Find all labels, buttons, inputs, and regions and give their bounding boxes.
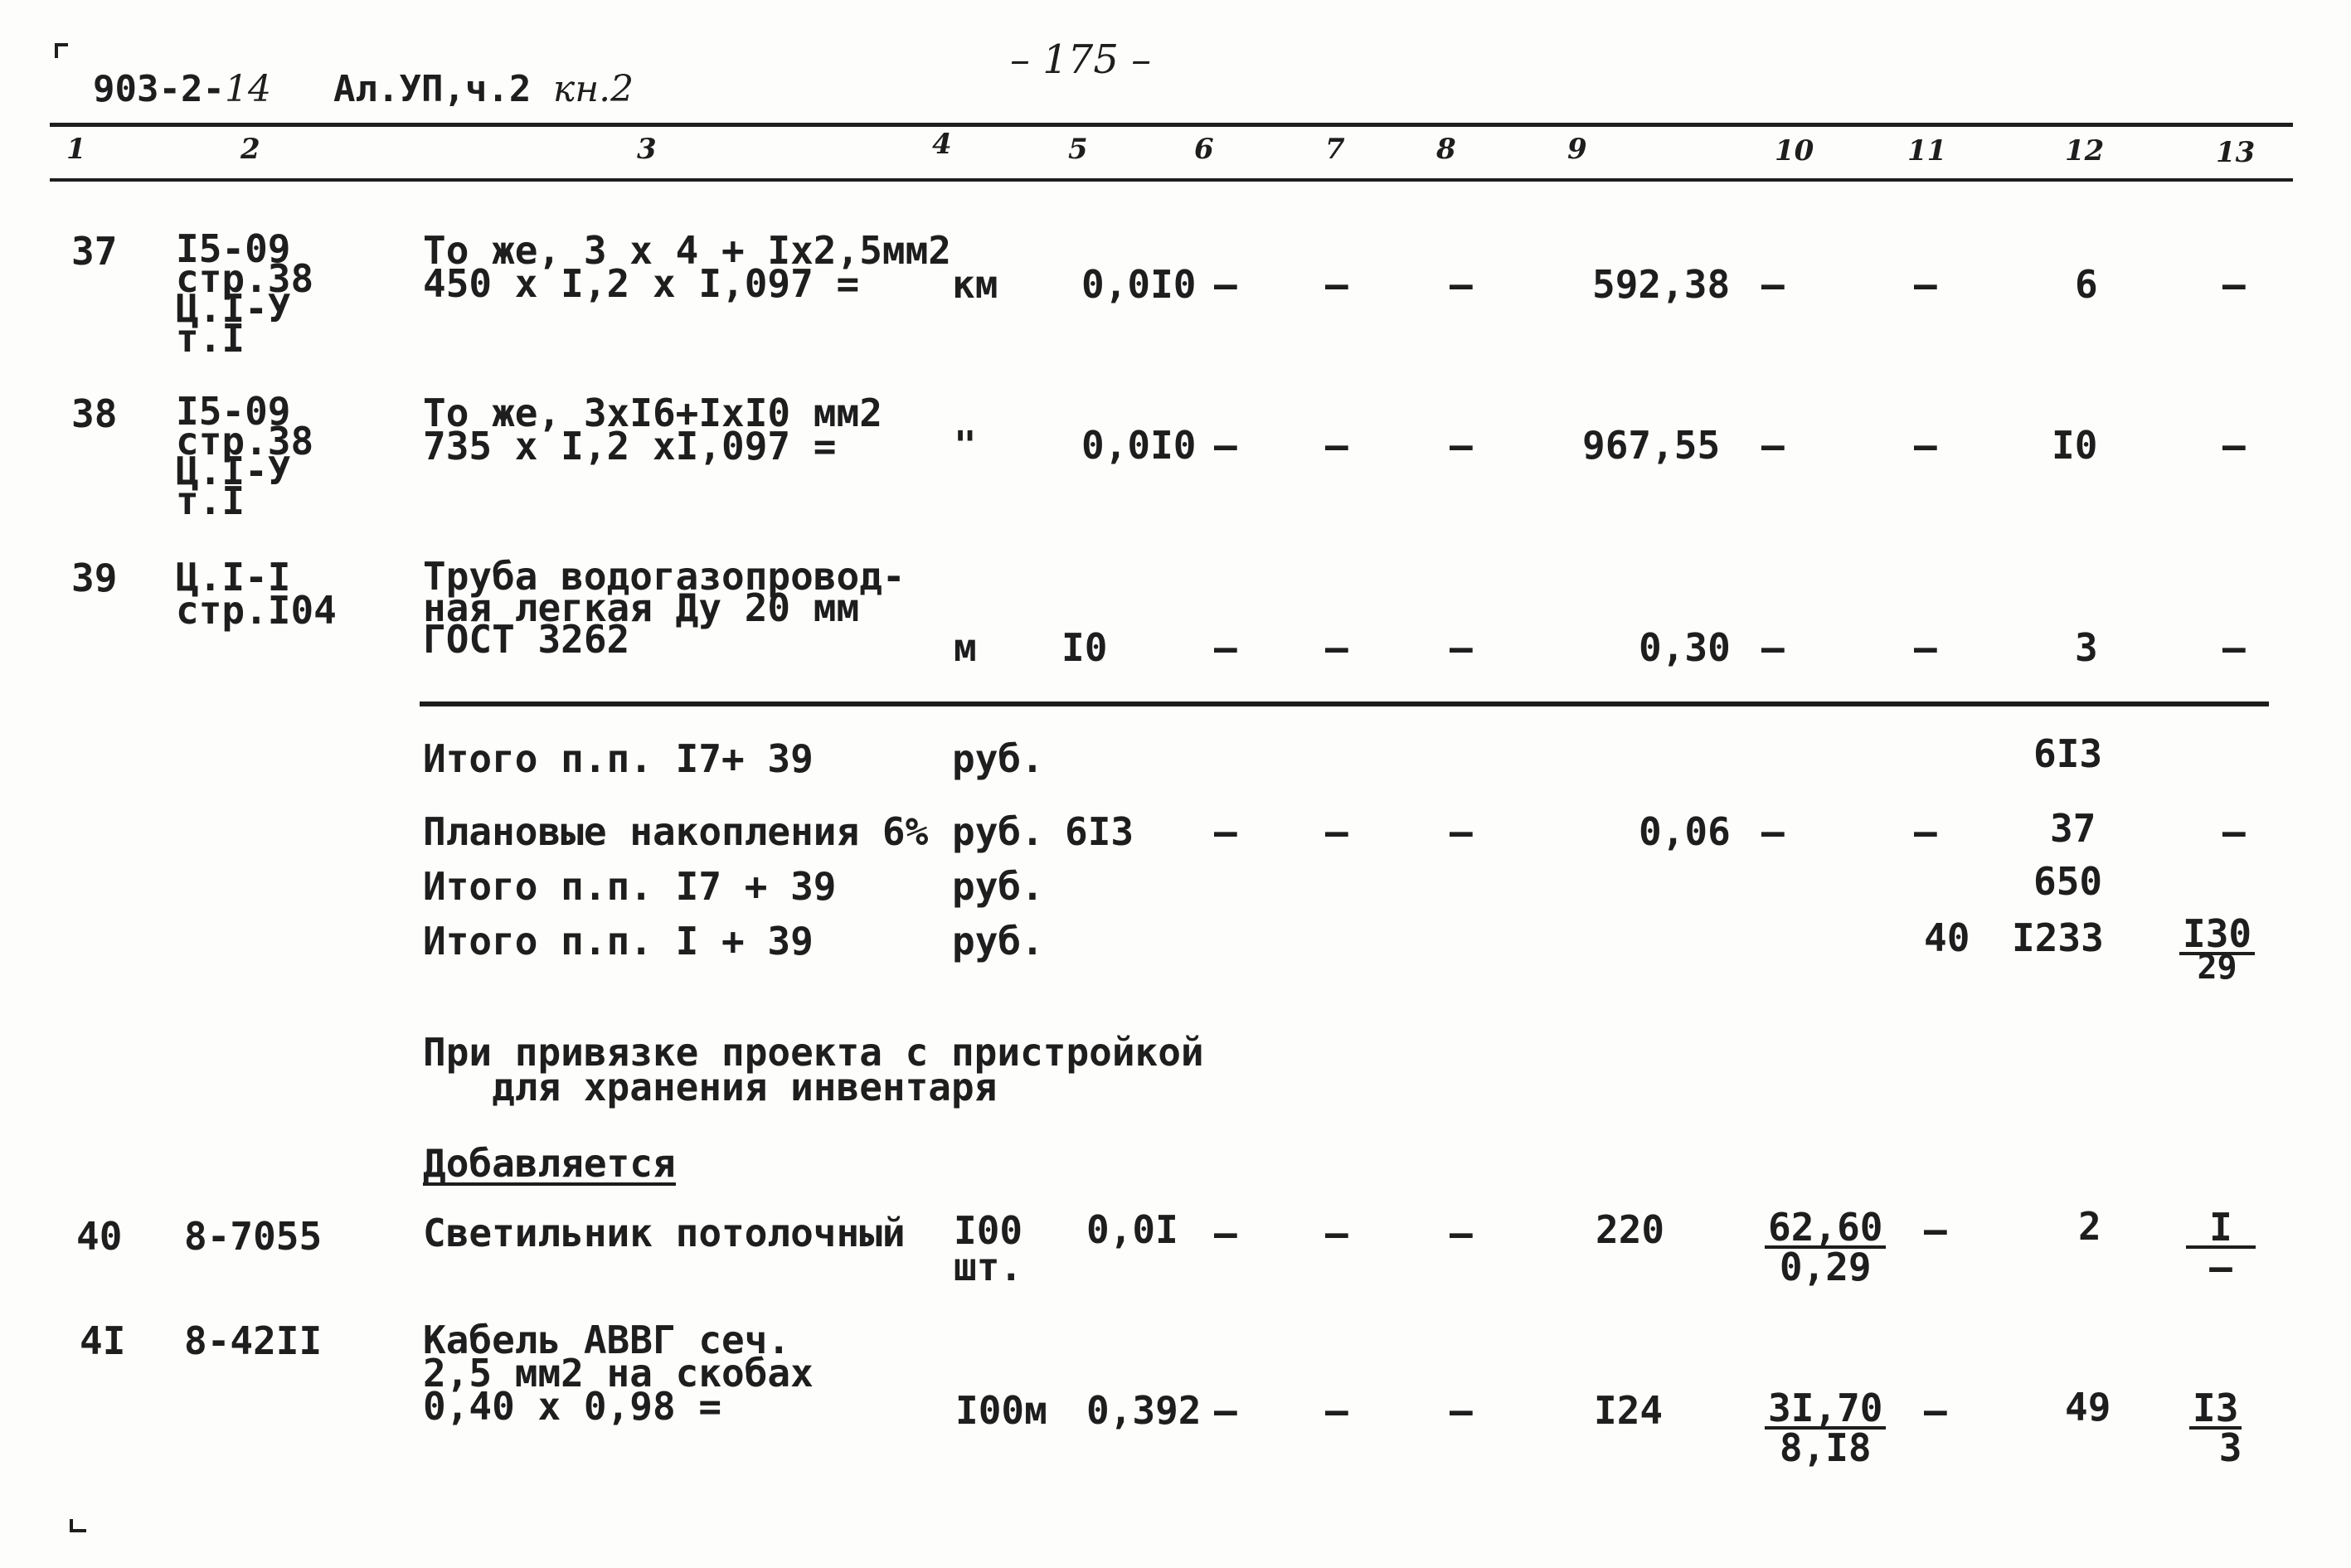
totals-rule	[420, 701, 2269, 706]
totals-unit: руб.	[952, 919, 1044, 964]
fraction-numerator: I30	[2179, 915, 2255, 955]
top-left-corner-mark	[55, 43, 68, 58]
col13-value: –	[2222, 625, 2246, 670]
col8-value: –	[1450, 625, 1473, 670]
header-top-rule	[50, 123, 2293, 127]
totals-unit: руб.	[952, 809, 1044, 854]
page-number: – 175 –	[1010, 36, 1152, 83]
quantity: I0	[1061, 625, 1108, 670]
column-number: 7	[1325, 133, 1345, 166]
col6-value: –	[1214, 1211, 1237, 1255]
col12-value: 6I3	[2033, 731, 2103, 776]
quantity: 0,0I0	[1081, 423, 1197, 468]
col11-value: –	[1914, 625, 1937, 670]
column-number: 8	[1436, 133, 1456, 166]
added-heading: Добавляется	[423, 1141, 676, 1186]
fraction-denominator: 8,I8	[1779, 1425, 1872, 1470]
row-number: 4I	[80, 1318, 126, 1363]
col11-value: –	[1924, 1207, 1947, 1252]
col7-value: –	[1325, 625, 1348, 670]
col7-value: –	[1325, 809, 1348, 854]
fraction-denominator: 29	[2197, 949, 2237, 987]
col11-value: –	[1914, 809, 1937, 854]
unit: I00 шт.	[954, 1208, 1023, 1289]
fraction-numerator: I3	[2189, 1390, 2242, 1430]
col10-value: –	[1761, 625, 1785, 670]
column-number: 13	[2216, 136, 2256, 169]
col13-fraction	[2189, 1386, 2242, 1470]
quantity: 0,0I0	[1081, 262, 1197, 307]
col9-value: 220	[1596, 1207, 1665, 1252]
col12-value: 650	[2033, 859, 2103, 904]
col7-value: –	[1325, 1388, 1348, 1433]
totals-label: Итого п.п. I + 39	[423, 919, 814, 964]
col8-value: –	[1450, 809, 1473, 854]
col10-fraction	[1765, 1386, 1886, 1470]
row-number: 40	[76, 1214, 123, 1259]
row-number: 39	[71, 556, 118, 600]
col12-value: 6	[2075, 262, 2098, 307]
col11-value: 40	[1924, 915, 1970, 960]
column-number: 3	[637, 133, 657, 166]
quantity: 0,392	[1086, 1388, 1202, 1433]
col6-value: –	[1214, 1388, 1237, 1433]
col11-value: –	[1914, 423, 1937, 468]
item-description: Кабель АВВГ сеч. 2,5 мм2 на скобах 0,40 х 0,98 =	[423, 1318, 814, 1429]
unit: I00м	[955, 1388, 1047, 1433]
fraction-denominator: –	[2209, 1245, 2232, 1289]
fraction-denominator: 3	[2218, 1425, 2242, 1470]
col8-value: –	[1450, 423, 1473, 468]
column-number: 9	[1567, 133, 1587, 166]
col12-value: 3	[2075, 625, 2098, 670]
item-description: Светильник потолочный	[423, 1211, 906, 1255]
col11-value: –	[1924, 1388, 1947, 1433]
col8-value: –	[1450, 262, 1473, 307]
col7-value: –	[1325, 262, 1348, 307]
fraction-denominator: 0,29	[1779, 1245, 1872, 1289]
header-bottom-rule	[50, 178, 2293, 182]
col12-value: I233	[2012, 915, 2104, 960]
column-number: 11	[1907, 134, 1947, 167]
column-number: 4	[932, 128, 952, 161]
quantity: 0,0I	[1086, 1207, 1178, 1252]
item-description: Труба водогазопровод- ная легкая Ду 20 мм ГОСТ 3262	[423, 554, 906, 662]
norm-code: I5-09 стр.38 Ц.I-У т.I	[176, 226, 314, 361]
col7-value: –	[1325, 1211, 1348, 1255]
col6-value: –	[1214, 625, 1237, 670]
col10-fraction	[1765, 1205, 1886, 1289]
unit: км	[952, 262, 998, 307]
col8-value: –	[1450, 1388, 1473, 1433]
norm-code: Ц.I-I стр.I04	[176, 555, 337, 633]
fraction-numerator: 3I,70	[1765, 1390, 1886, 1430]
col6-value: –	[1214, 809, 1237, 854]
col7-value: –	[1325, 423, 1348, 468]
totals-label: Плановые накопления 6%	[423, 809, 929, 854]
unit: "	[954, 423, 977, 468]
col9-value: 0,30	[1639, 625, 1731, 670]
col6-value: –	[1214, 262, 1237, 307]
unit: м	[954, 625, 977, 670]
item-description: То же, 3хI6+IхI0 мм2 735 х I,2 хI,097 =	[423, 391, 882, 468]
col13-fraction	[2179, 911, 2255, 987]
totals-label: Итого п.п. I7+ 39	[423, 736, 814, 781]
col10-value: –	[1761, 423, 1785, 468]
col11-value: –	[1914, 262, 1937, 307]
bottom-left-corner-mark	[70, 1519, 86, 1532]
col10-value: –	[1761, 262, 1785, 307]
col9-value: 592,38	[1592, 262, 1731, 307]
row-number: 38	[71, 391, 118, 436]
col9-value: 0,06	[1639, 809, 1731, 854]
col12-value: 49	[2065, 1385, 2111, 1430]
totals-unit: руб.	[952, 864, 1044, 909]
norm-code: 8-42II	[184, 1318, 323, 1363]
column-number: 2	[240, 133, 260, 166]
col10-value: –	[1761, 809, 1785, 854]
col13-value: –	[2222, 262, 2246, 307]
totals-label: Итого п.п. I7 + 39	[423, 864, 837, 909]
item-description: То же, 3 х 4 + Iх2,5мм2 450 х I,2 х I,097 =	[423, 228, 951, 306]
col6-value: –	[1214, 423, 1237, 468]
col12-value: I0	[2052, 423, 2098, 468]
col12-value: 2	[2078, 1204, 2101, 1249]
col13-fraction	[2186, 1205, 2256, 1289]
column-number: 6	[1194, 133, 1214, 166]
norm-code: I5-09 стр.38 Ц.I-У т.I	[176, 389, 314, 523]
column-number: 5	[1068, 133, 1088, 166]
album-reference: Ал.УП,ч.2 кн.2	[333, 68, 634, 110]
fraction-numerator: I	[2186, 1209, 2256, 1249]
norm-code: 8-7055	[184, 1214, 323, 1259]
col9-value: 967,55	[1582, 423, 1721, 468]
fraction-numerator: 62,60	[1765, 1209, 1886, 1249]
column-number: 10	[1775, 134, 1814, 167]
col9-value: I24	[1594, 1388, 1664, 1433]
project-note: При привязке проекта с пристройкой для хранения инвентаря	[423, 1030, 1204, 1109]
quantity: 6I3	[1065, 809, 1134, 854]
row-number: 37	[71, 229, 118, 274]
col8-value: –	[1450, 1211, 1473, 1255]
column-number: 1	[66, 133, 86, 166]
column-number: 12	[2065, 134, 2105, 167]
col12-value: 37	[2050, 806, 2096, 851]
totals-unit: руб.	[952, 736, 1044, 781]
col13-value: –	[2222, 423, 2246, 468]
col13-value: –	[2222, 809, 2246, 854]
document-code: 903-2-14	[93, 68, 271, 110]
